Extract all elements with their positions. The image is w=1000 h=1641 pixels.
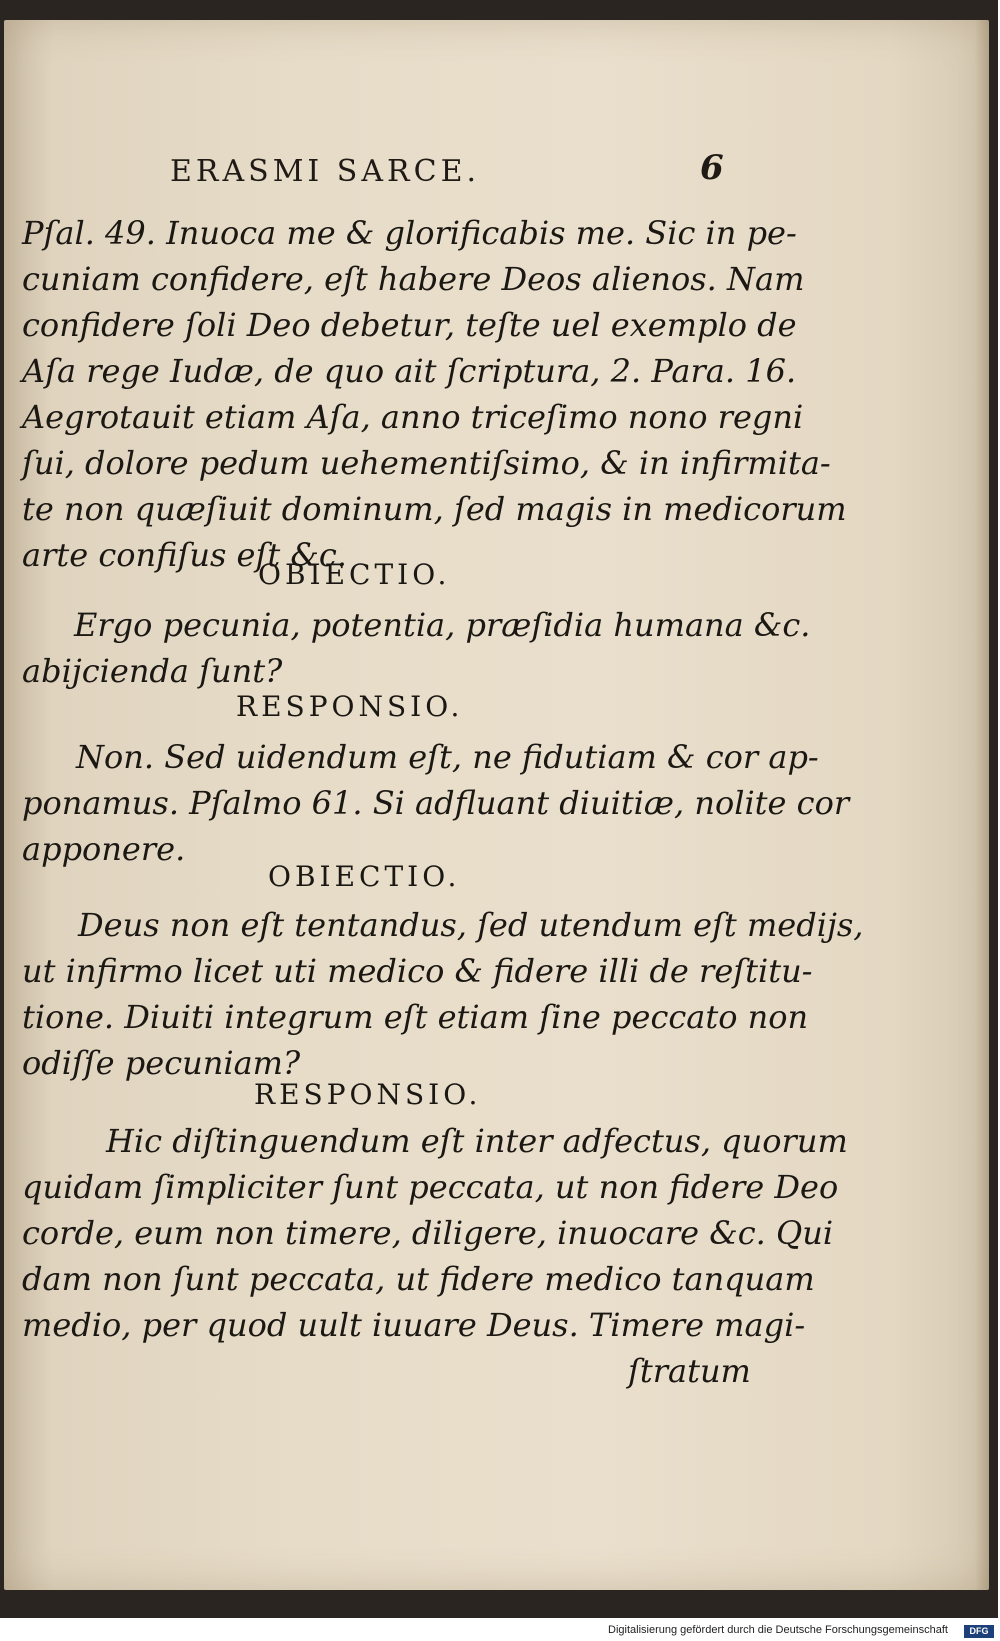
section-heading-objectio-1: OBIECTIO.: [258, 558, 451, 591]
section3-line: Deus non eſt tentandus, ſed utendum eſt medijs,: [78, 906, 864, 944]
body-line: Pſal. 49. Inuoca me & glorificabis me. Sic in pe-: [22, 214, 797, 252]
section4-line: Hic diſtinguendum eſt inter adfectus, quorum: [106, 1122, 848, 1160]
book-page: [4, 20, 989, 1590]
section2-line: apponere.: [22, 830, 186, 868]
section3-line: odiſſe pecuniam?: [22, 1044, 301, 1082]
body-line: te non quæſiuit dominum, ſed magis in medicorum: [22, 490, 847, 528]
section-heading-objectio-2: OBIECTIO.: [268, 860, 461, 893]
body-line: cuniam confidere, eſt habere Deos alienos. Nam: [22, 260, 805, 298]
section4-line: dam non ſunt peccata, ut fidere medico tanquam: [22, 1260, 815, 1298]
running-head: [152, 144, 752, 194]
digitization-credit: Digitalisierung gefördert durch die Deutsche Forschungsgemeinschaft: [608, 1624, 948, 1636]
body-line: ſui, dolore pedum uehementiſsimo, & in infirmita-: [22, 444, 831, 482]
page-number: 6: [700, 148, 724, 188]
section-heading-responsio-1: RESPONSIO.: [236, 690, 464, 723]
section1-line: abijcienda ſunt?: [22, 652, 283, 690]
running-title: ERASMI SARCE.: [170, 154, 481, 189]
section3-line: tione. Diuiti integrum eſt etiam ſine peccato non: [22, 998, 809, 1036]
body-line: Aegrotauit etiam Aſa, anno triceſimo nono regni: [22, 398, 804, 436]
page-edge-shadow: [975, 20, 989, 1590]
section4-line: medio, per quod uult iuuare Deus. Timere magi-: [22, 1306, 806, 1344]
section2-line: ponamus. Pſalmo 61. Si adfluant diuitiæ, nolite cor: [22, 784, 850, 822]
section4-line: quidam ſimpliciter ſunt peccata, ut non fidere Deo: [22, 1168, 839, 1206]
body-line: confidere ſoli Deo debetur, teſte uel exemplo de: [22, 306, 797, 344]
section1-line: Ergo pecunia, potentia, præſidia humana &c.: [74, 606, 811, 644]
section3-line: ut infirmo licet uti medico & fidere illi de reſtitu-: [22, 952, 813, 990]
section2-line: Non. Sed uidendum eſt, ne fidutiam & cor ap-: [76, 738, 819, 776]
dfg-logo: DFG: [964, 1625, 994, 1638]
body-line: arte confiſus eſt &c.: [22, 536, 347, 574]
body-line: Aſa rege Iudæ, de quo ait ſcriptura, 2. Para. 16.: [22, 352, 797, 390]
section-heading-responsio-2: RESPONSIO.: [254, 1078, 482, 1111]
section4-line: corde, eum non timere, diligere, inuocare &c. Qui: [22, 1214, 834, 1252]
catchword: ſtratum: [628, 1352, 751, 1390]
